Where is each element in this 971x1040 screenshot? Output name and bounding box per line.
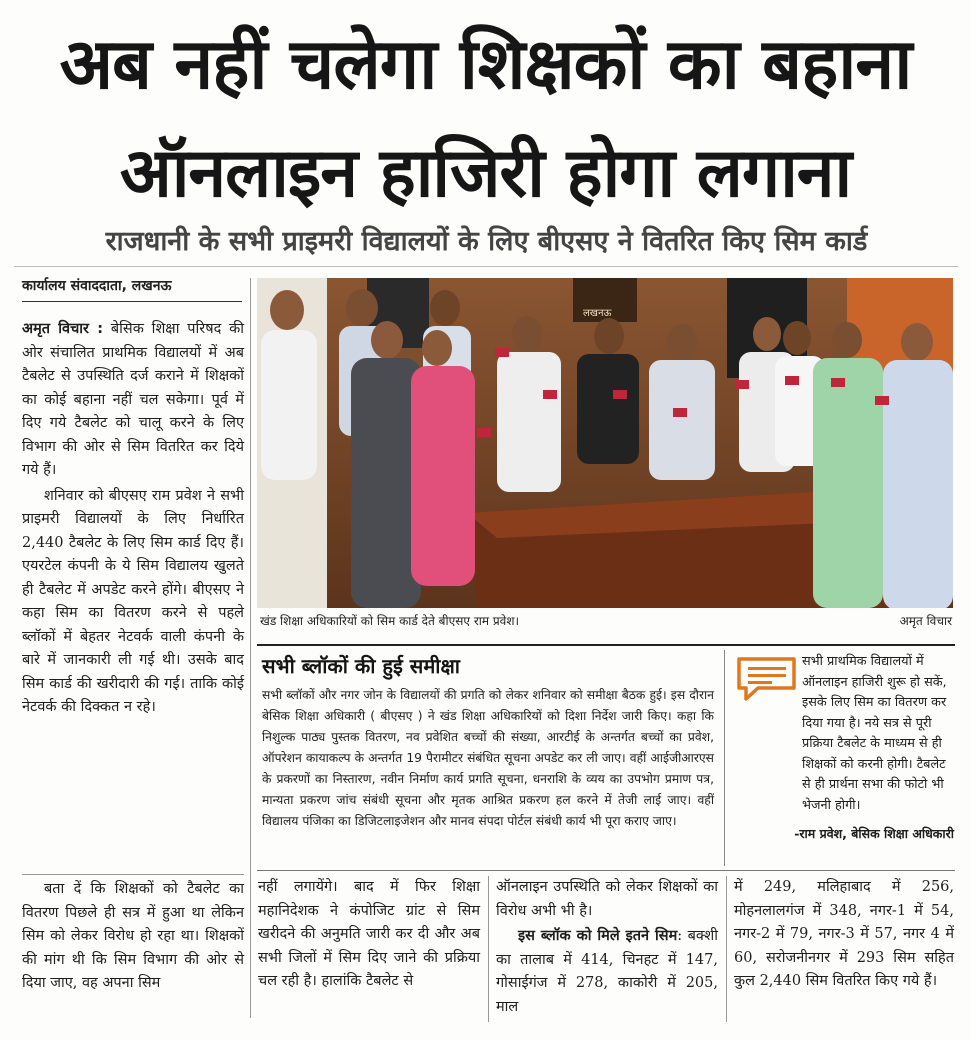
box-heading: सभी ब्लॉकों की हुई समीक्षा: [262, 654, 460, 678]
byline: कार्यालय संवाददाता, लखनऊ: [22, 276, 242, 302]
column-2-text: नहीं लगायेंगे। बाद में फिर शिक्षा महानिदेशक ने कंपोजिट ग्रांट से सिम खरीदने की अनुमति जारी कर दी और अब सभी जिलों में सिम दिए जाने की प्रक्रिया चल रही है। हालांकि टैबलेट से: [258, 879, 480, 989]
article-column-1b: [22, 878, 244, 998]
paragraph-3: बता दें कि शिक्षकों को टैबलेट का वितरण पिछले ही सत्र में हुआ था लेकिन सिम को लेकर विरोध हो रहा था। शिक्षकों की मांग थी कि सिम विभाग की ओर से दिया जाए, वह अपना सिम: [22, 881, 244, 991]
divider: [22, 874, 244, 875]
divider: [14, 266, 958, 267]
column-rule: [488, 876, 489, 1022]
quote-author: -राम प्रवेश, बेसिक शिक्षा अधिकारी: [794, 826, 954, 841]
dateline: अमृत विचार :: [22, 321, 104, 337]
column-3-text-2: : बक्शी का तालाब में 414, चिनहट में 147, गोसाईगंज में 278, काकोरी में 205, माल: [496, 928, 718, 1015]
quote-block: [732, 652, 954, 845]
subheadline: राजधानी के सभी प्राइमरी विद्यालयों के लिए बीएसए ने वितरित किए सिम कार्ड: [105, 226, 868, 257]
article-column-3: [496, 876, 718, 1021]
column-4-text: में 249, मलिहाबाद में 256, मोहनलालगंज में 348, नगर-1 में 54, नगर-2 में 79, नगर-3 में 57, नगर 4 में 60, सरोजनीनगर में 293 सिम सहित कुल 2,440 सिम वितरित किए गये हैं।: [734, 879, 954, 989]
photo-caption-row: [260, 612, 952, 629]
column-rule: [250, 278, 251, 1018]
paragraph-2: शनिवार को बीएसए राम प्रवेश ने सभी प्राइमरी विद्यालयों के लिए निर्धारित 2,440 टैबलेट के लिए सिम कार्ड दिए हैं। एयरटेल कंपनी के ये सिम विद्यालय खुलते ही टैबलेट में अपडेट करने होंगे। बीएसए ने कहा सिम का वितरण करने से पहले ब्लॉकों में बेहतर नेटवर्क वाली कंपनी के बारे में जानकारी ली गई थी। उसके बाद सिम कार्ड की खरीदारी की गई। ताकि कोई नेटवर्क की दिक्कत न रहे।: [22, 487, 244, 715]
headline-line-1: अब नहीं चलेगा शिक्षकों का बहाना: [59, 23, 912, 105]
headline-line-2: ऑनलाइन हाजिरी होगा लगाना: [119, 134, 852, 213]
article-column-1: [22, 318, 244, 722]
photo-credit: अमृत विचार: [899, 614, 952, 628]
column-3-text-1: ऑनलाइन उपस्थिति को लेकर शिक्षकों का विरोध अभी भी है।: [496, 879, 718, 919]
name-board-sign: लखनऊ: [583, 308, 612, 319]
paragraph-1: बेसिक शिक्षा परिषद की ओर संचालित प्राथमिक विद्यालयों में अब टैबलेट से उपस्थिति दर्ज कराने में शिक्षकों का कोई बहाना नहीं चल सकेगा। पूर्व में दिए गये टैबलेट को चालू करने के लिए विभाग की ओर से सिम वितरित कर दिये गये हैं।: [22, 321, 244, 478]
photo-caption: खंड शिक्षा अधिकारियों को सिम कार्ड देते बीएसए राम प्रवेश।: [260, 614, 520, 628]
news-photo: [257, 278, 953, 608]
divider: [257, 870, 955, 871]
box-body: सभी ब्लॉकों और नगर जोन के विद्यालयों की प्रगति को लेकर शनिवार को समीक्षा बैठक हुई। इस दौरान बेसिक शिक्षा अधिकारी ( बीएसए ) ने खंड शिक्षा अधिकारियों को दिशा निर्देश जारी किए। कहा कि निशुल्क पाठ्य पुस्तक वितरण, नव प्रवेशित बच्चों की संख्या, आरटीई के अन्तर्गत बच्चों का प्रवेश, ऑपरेशन कायाकल्प के अन्तर्गत 19 पैरामीटर संबंधित सूचना अपडेट कर ली जाए। वहीं आईजीआरएस के प्रकरणों का निस्तारण, नवीन निर्माण कार्य प्रगति सूचना, धनराशि के व्यय का उपभोग प्रमाण पत्र, मान्यता प्रकरण जांच संबंधी सूचना और मृतक आश्रित प्रकरण हल करने में तेजी लाई जाए। वहीं विद्यालय पंजिका का डिजिटलाइजेशन और मानव संपदा पोर्टल संबंधी कार्य भी पूरा कराए जाए।: [262, 688, 714, 828]
column-rule: [724, 650, 725, 866]
sim-count-lead: इस ब्लॉक को मिले इतने सिम: [518, 928, 678, 944]
column-rule: [726, 876, 727, 1022]
quote-text: सभी प्राथमिक विद्यालयों में ऑनलाइन हाजिरी शुरू हो सकें, इसके लिए सिम का वितरण कर दिया गया है। नये सत्र से पूरी प्रक्रिया टैबलेट के माध्यम से ही शिक्षकों को करनी होगी। टैबलेट से ही प्रार्थना सभा की फोटो भी भेजनी होगी।: [802, 654, 947, 813]
article-column-4: [734, 876, 954, 996]
article-column-2: [258, 876, 480, 996]
divider: [257, 644, 955, 646]
